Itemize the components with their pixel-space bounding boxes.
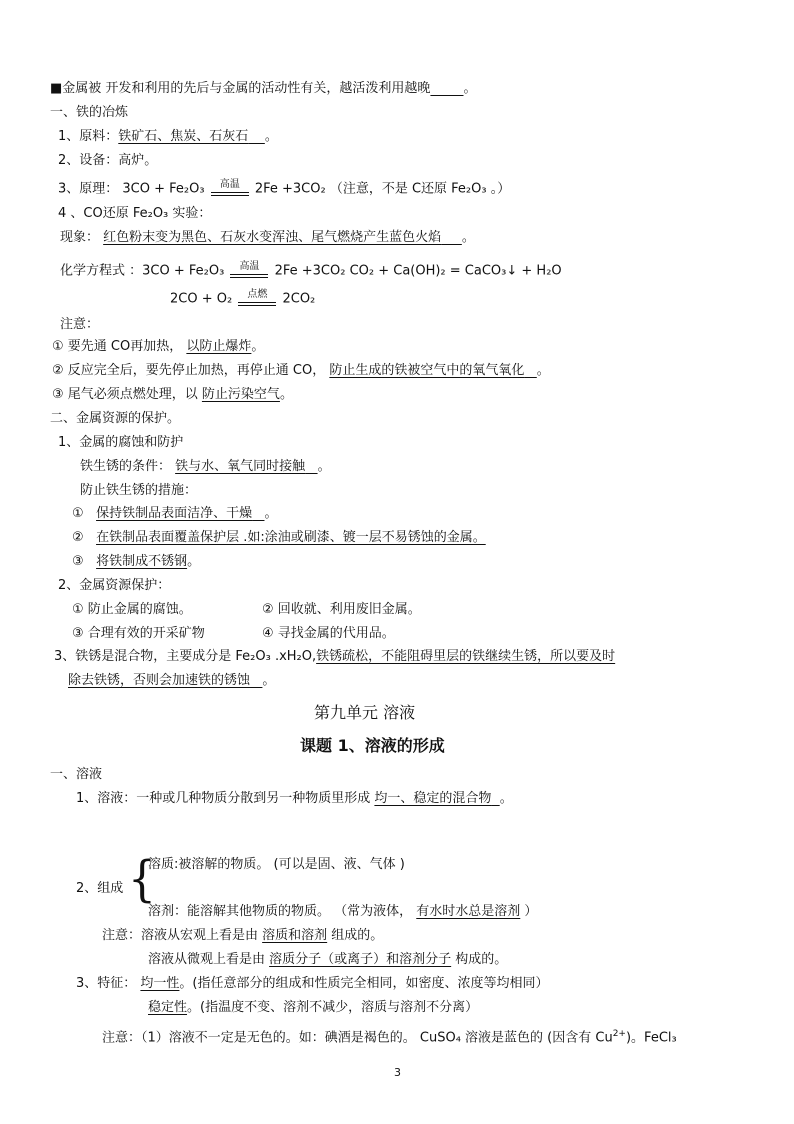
experiment-line: 4 、CO还原 Fe₂O₃ 实验： xyxy=(58,206,212,221)
condition-label: 点燃 xyxy=(247,289,268,300)
answer: 溶质分子（或离子）和溶剂分子 xyxy=(269,952,452,967)
answer: 在铁制品表面覆盖保护层 .如:涂油或刷漆、镀一层不易锈蚀的金属。 xyxy=(96,530,486,545)
text: 组成的。 xyxy=(327,928,384,943)
label: 3、特征： xyxy=(76,976,141,991)
period: 。 xyxy=(463,81,477,96)
rust-line-1 xyxy=(54,648,615,666)
condition-label: 高温 xyxy=(239,261,260,272)
lesson-title: 课题 1、溶液的形成 xyxy=(300,736,445,755)
label: 现象： xyxy=(60,230,100,245)
text: 。(指任意部分的组成和性质完全相同，如密度、浓度等均相同） xyxy=(179,976,549,991)
feature-1 xyxy=(76,975,549,993)
answer: 保持铁制品表面洁净、干燥 xyxy=(96,506,253,521)
measure-2: ② 回收就、利用废旧金属。 xyxy=(262,602,421,617)
text: ） xyxy=(520,904,538,919)
color-note xyxy=(102,1025,677,1047)
text: 1、溶液：一种或几种物质分散到另一种物质里形成 xyxy=(76,791,375,806)
prevent-1: ① 保持铁制品表面洁净、干燥 。 xyxy=(72,506,278,521)
note-text: ① 要先通 CO再加热， xyxy=(52,339,183,354)
equation-left: 3、原理： 3CO + Fe₂O₃ xyxy=(58,181,205,197)
answer: 以防止爆炸 xyxy=(186,339,252,354)
text: 溶剂：能溶解其他物质的物质。 （常为液体， xyxy=(148,904,417,919)
text: )。FeCl₃ xyxy=(625,1030,677,1046)
equipment-line: 2、设备：高炉。 xyxy=(58,153,158,168)
item-number: ① xyxy=(72,506,84,521)
composition-label: 2、组成 xyxy=(76,881,124,896)
page-number: 3 xyxy=(394,1066,401,1079)
answer: 溶质和溶剂 xyxy=(262,928,328,943)
section-heading: 二、金属资源的保护。 xyxy=(50,411,181,426)
subsection-heading: 1、金属的腐蚀和防护 xyxy=(58,435,184,450)
phenomenon-line: 现象： 红色粉末变为黑色、石灰水变浑浊、尾气燃烧产生蓝色火焰 。 xyxy=(60,230,475,245)
text: 注意：（1）溶液不一定是无色的。如：碘酒是褐色的。 CuSO₄ 溶液是蓝色的 (因含有 Cu xyxy=(102,1030,613,1046)
subsection-heading: 2、金属资源保护： xyxy=(58,578,171,593)
measure-4: ④ 寻找金属的代用品。 xyxy=(262,626,395,641)
prevent-3: ③ 将铁制成不锈钢。 xyxy=(72,554,201,569)
equation-2 xyxy=(170,290,315,309)
reaction-condition xyxy=(230,262,268,280)
measure-1: ① 防止金属的腐蚀。 xyxy=(72,602,192,617)
answer: 铁锈疏松，不能阻碍里层的铁继续生锈，所以要及时 xyxy=(316,649,616,664)
principle-line xyxy=(58,180,510,199)
text: 。(指温度不变、溶剂不减少，溶质与溶剂不分离） xyxy=(187,1000,479,1015)
note-text: ② 反应完全后，要先停止加热，再停止通 CO， xyxy=(52,363,326,378)
prevent-heading: 防止铁生锈的措施： xyxy=(80,483,198,498)
brace: { xyxy=(128,851,156,908)
condition-label: 高温 xyxy=(219,179,240,190)
solvent-line xyxy=(148,903,537,921)
equation-left: 2CO + O₂ xyxy=(170,291,233,307)
intro-line xyxy=(50,80,477,98)
answer: 红色粉末变为黑色、石灰水变浑浊、尾气燃烧产生蓝色火焰 xyxy=(103,230,442,245)
equation-right: 2Fe +3CO₂ CO₂ + Ca(OH)₂ = CaCO₃↓ + H₂O xyxy=(274,263,562,279)
equation-right: 2CO₂ xyxy=(282,291,316,307)
unit-title: 第九单元 溶液 xyxy=(314,703,416,722)
answer: 铁矿石、焦炭、石灰石 xyxy=(118,129,249,144)
item-number: ② xyxy=(72,530,84,545)
label: 铁生锈的条件： xyxy=(80,459,176,474)
answer: 均一性 xyxy=(140,976,180,991)
section-heading: 一、溶液 xyxy=(50,767,103,782)
section-heading: 一、铁的冶炼 xyxy=(50,105,129,120)
item-number: ③ xyxy=(72,554,84,569)
label: 1、原料： xyxy=(58,129,119,144)
reaction-condition xyxy=(211,180,249,198)
reaction-condition xyxy=(238,290,276,308)
answer: 除去铁锈，否则会加速铁的锈蚀 xyxy=(68,673,251,688)
answer: 防止生成的铁被空气中的氧气氧化 xyxy=(329,363,525,378)
note-2: ② 反应完全后，要先停止加热，再停止通 CO， 防止生成的铁被空气中的氧气氧化 。 xyxy=(52,363,550,378)
superscript: 2+ xyxy=(612,1029,626,1039)
micro-note xyxy=(148,951,507,969)
macro-note xyxy=(102,927,383,945)
text: 溶液从微观上看是由 xyxy=(148,952,270,967)
intro-text: ■金属被 开发和利用的先后与金属的活动性有关，越活泼利用越晚 xyxy=(50,81,431,96)
rust-condition-line: 铁生锈的条件： 铁与水、氧气同时接触 。 xyxy=(80,459,331,474)
equation-right: 2Fe +3CO₂ （注意，不是 C还原 Fe₂O₃ 。） xyxy=(254,181,511,197)
answer: 防止污染空气 xyxy=(201,387,280,402)
text: 构成的。 xyxy=(451,952,508,967)
note-label: 注意： xyxy=(60,317,100,332)
feature-2 xyxy=(148,999,478,1017)
answer: 有水时水总是溶剂 xyxy=(416,904,521,919)
raw-materials-line: 1、原料：铁矿石、焦炭、石灰石 。 xyxy=(58,129,278,144)
equation-left: 化学方程式 ：3CO + Fe₂O₃ xyxy=(60,263,225,279)
text: 3、铁锈是混合物，主要成分是 Fe₂O₃ .xH₂O, xyxy=(54,649,317,664)
text: 注意：溶液从宏观上看是由 xyxy=(102,928,263,943)
measure-3: ③ 合理有效的开采矿物 xyxy=(72,626,205,641)
note-3: ③ 尾气必须点燃处理，以 防止污染空气。 xyxy=(52,387,293,402)
answer: 均一、稳定的混合物 xyxy=(374,791,492,806)
prevent-2 xyxy=(72,529,486,547)
equation-1 xyxy=(60,262,562,281)
rust-line-2: 除去铁锈，否则会加速铁的锈蚀 。 xyxy=(68,673,276,688)
definition-line: 1、溶液：一种或几种物质分散到另一种物质里形成 均一、稳定的混合物 。 xyxy=(76,791,513,806)
answer: 将铁制成不锈钢 xyxy=(96,554,188,569)
blank xyxy=(430,81,463,96)
note-1: ① 要先通 CO再加热， 以防止爆炸。 xyxy=(52,339,265,354)
answer: 稳定性 xyxy=(148,1000,188,1015)
note-text: ③ 尾气必须点燃处理，以 xyxy=(52,387,202,402)
answer: 铁与水、氧气同时接触 xyxy=(175,459,306,474)
solute-line: 溶质:被溶解的物质。 (可以是固、液、气体 ) xyxy=(148,857,405,872)
